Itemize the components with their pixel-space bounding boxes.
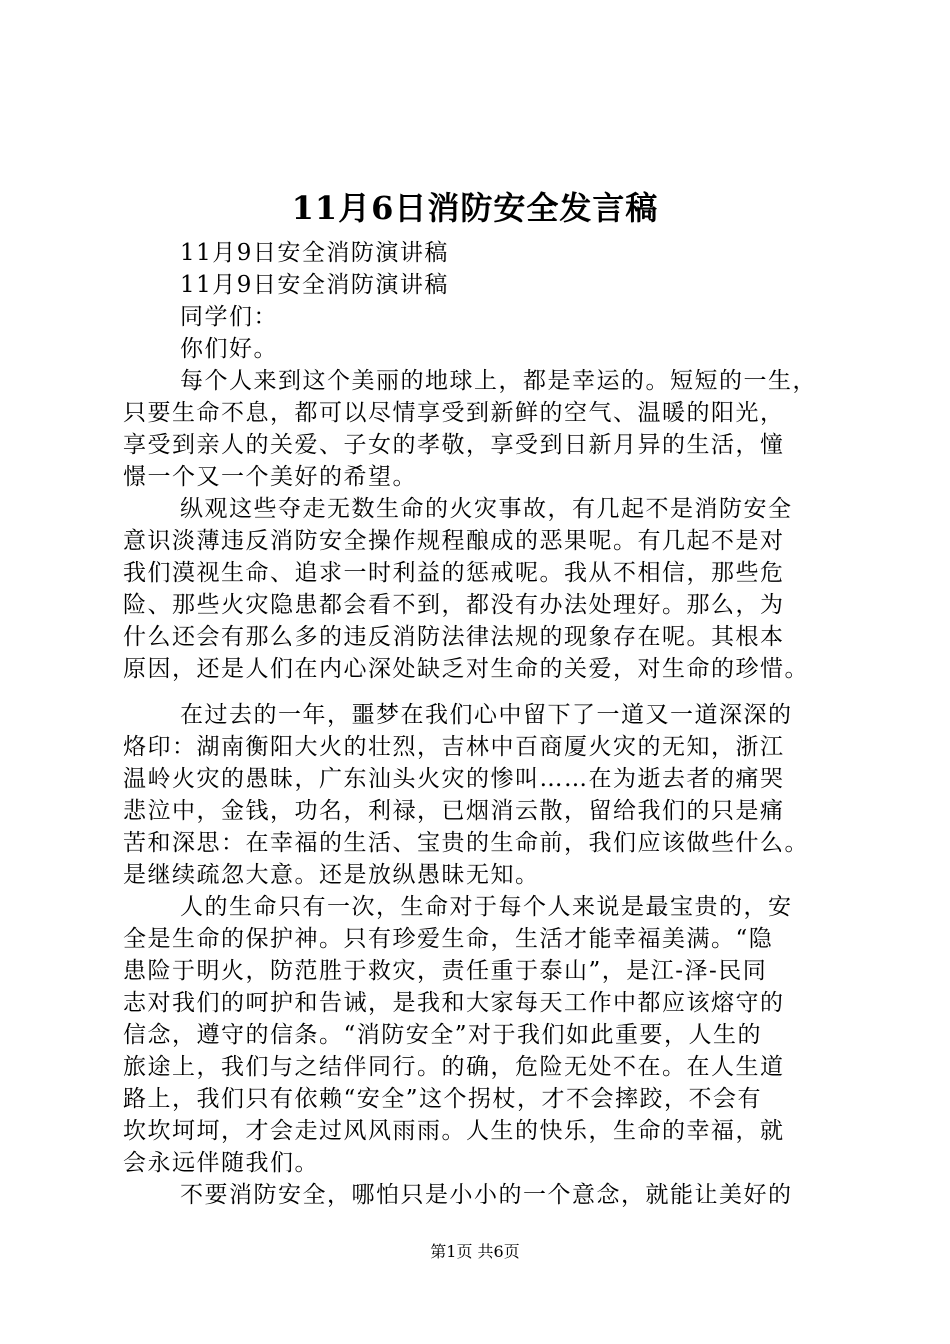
text-line: 什么还会有那么多的违反消防法律法规的现象存在呢。其根本 bbox=[123, 624, 785, 650]
text-line: 路上，我们只有依赖“安全”这个拐杖，才不会摔跤，不会有 bbox=[123, 1086, 763, 1112]
text-line: 志对我们的呵护和告诫，是我和大家每天工作中都应该熔守的 bbox=[123, 990, 785, 1016]
text-line: 在过去的一年，噩梦在我们心中留下了一道又一道深深的 bbox=[180, 702, 793, 728]
text-line: 烙印：湖南衡阳大火的壮烈，吉林中百商厦火灾的无知，浙江 bbox=[123, 734, 785, 760]
text-line: 同学们： bbox=[180, 304, 278, 330]
text-line: 只要生命不息，都可以尽情享受到新鲜的空气、温暖的阳光， bbox=[123, 400, 785, 426]
text-line: 人的生命只有一次，生命对于每个人来说是最宝贵的，安 bbox=[180, 894, 793, 920]
text-line: 原因，还是人们在内心深处缺乏对生命的关爱，对生命的珍惜。 bbox=[123, 656, 809, 682]
text-line: 险、那些火灾隐患都会看不到，都没有办法处理好。那么，为 bbox=[123, 592, 785, 618]
text-line: 意识淡薄违反消防安全操作规程酿成的恶果呢。有几起不是对 bbox=[123, 528, 785, 554]
text-line: 温岭火灾的愚昧，广东汕头火灾的惨叫……在为逝去者的痛哭 bbox=[123, 766, 785, 792]
text-line: 我们漠视生命、追求一时利益的惩戒呢。我从不相信，那些危 bbox=[123, 560, 785, 586]
text-line: 会永远伴随我们。 bbox=[123, 1150, 319, 1176]
text-line: 旅途上，我们与之结伴同行。的确，危险无处不在。在人生道 bbox=[123, 1054, 785, 1080]
text-line: 纵观这些夺走无数生命的火灾事故，有几起不是消防安全 bbox=[180, 496, 793, 522]
text-line: 是继续疏忽大意。还是放纵愚昧无知。 bbox=[123, 862, 540, 888]
document-title: 11月6日消防安全发言稿 bbox=[291, 189, 659, 227]
page-footer: 第1页 共6页 bbox=[430, 1242, 520, 1261]
text-line: 患险于明火，防范胜于救灾，责任重于泰山”，是江-泽-民同 bbox=[123, 958, 768, 984]
text-line: 坎坎坷坷，才会走过风风雨雨。人生的快乐，生命的幸福，就 bbox=[123, 1118, 785, 1144]
text-line: 信念，遵守的信条。“消防安全”对于我们如此重要，人生的 bbox=[123, 1022, 763, 1048]
text-line: 每个人来到这个美丽的地球上，都是幸运的。短短的一生， bbox=[180, 368, 817, 394]
text-line: 享受到亲人的关爱、子女的孝敬，享受到日新月异的生活，憧 bbox=[123, 432, 785, 458]
text-line: 11月9日安全消防演讲稿 bbox=[180, 272, 449, 298]
text-line: 11月9日安全消防演讲稿 bbox=[180, 240, 449, 266]
text-line: 全是生命的保护神。只有珍爱生命，生活才能幸福美满。“隐 bbox=[123, 926, 774, 952]
text-line: 苦和深思：在幸福的生活、宝贵的生命前，我们应该做些什么。 bbox=[123, 830, 809, 856]
text-line: 你们好。 bbox=[180, 336, 278, 362]
text-line: 不要消防安全，哪怕只是小小的一个意念，就能让美好的 bbox=[180, 1182, 793, 1208]
text-line: 悲泣中，金钱，功名，利禄，已烟消云散，留给我们的只是痛 bbox=[123, 798, 785, 824]
text-line: 憬一个又一个美好的希望。 bbox=[123, 464, 417, 490]
